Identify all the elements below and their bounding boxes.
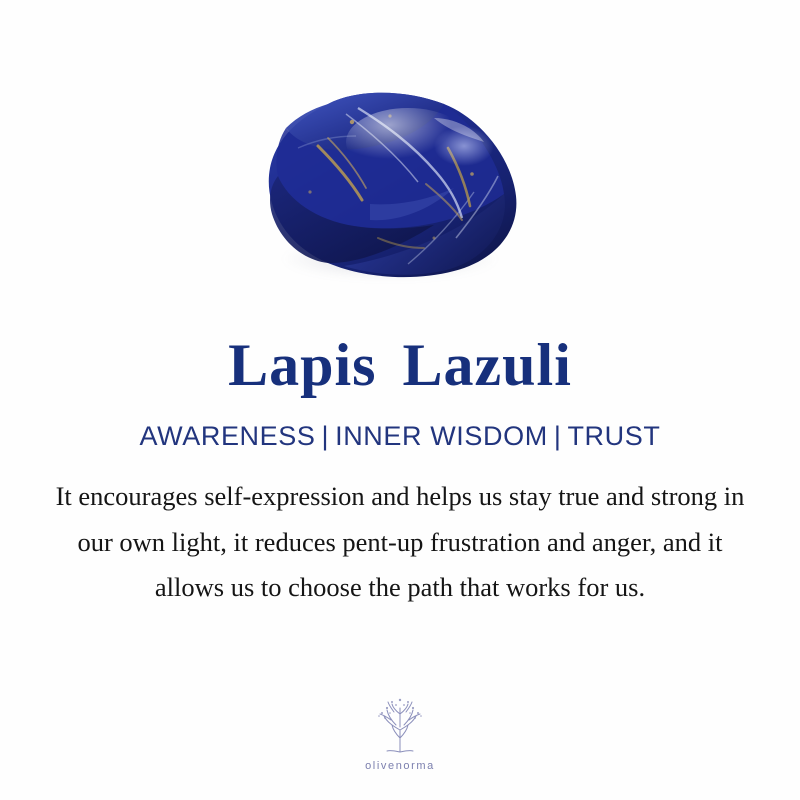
brand-name: olivenorma xyxy=(365,760,435,772)
brand-logo-block xyxy=(0,694,800,772)
keyword-separator-2: | xyxy=(553,421,562,451)
lapis-lazuli-stone-icon xyxy=(258,88,526,283)
crystal-description: It encourages self-expression and helps us stay true and strong in our own light, it reduces pent-up frustration and anger, and it allows us to choose the path that works for us. xyxy=(55,481,745,603)
keyword-inner-wisdom: INNER WISDOM xyxy=(335,421,548,451)
keyword-separator-1: | xyxy=(321,421,330,451)
keyword-trust: TRUST xyxy=(567,421,661,451)
lapis-lazuli-stone-image xyxy=(258,88,526,283)
crystal-keywords xyxy=(140,421,661,452)
keyword-awareness: AWARENESS xyxy=(139,421,316,451)
crystal-title: Lapis Lazuli xyxy=(228,332,572,398)
tree-of-life-icon xyxy=(363,694,437,756)
stone-image-area xyxy=(0,0,800,320)
